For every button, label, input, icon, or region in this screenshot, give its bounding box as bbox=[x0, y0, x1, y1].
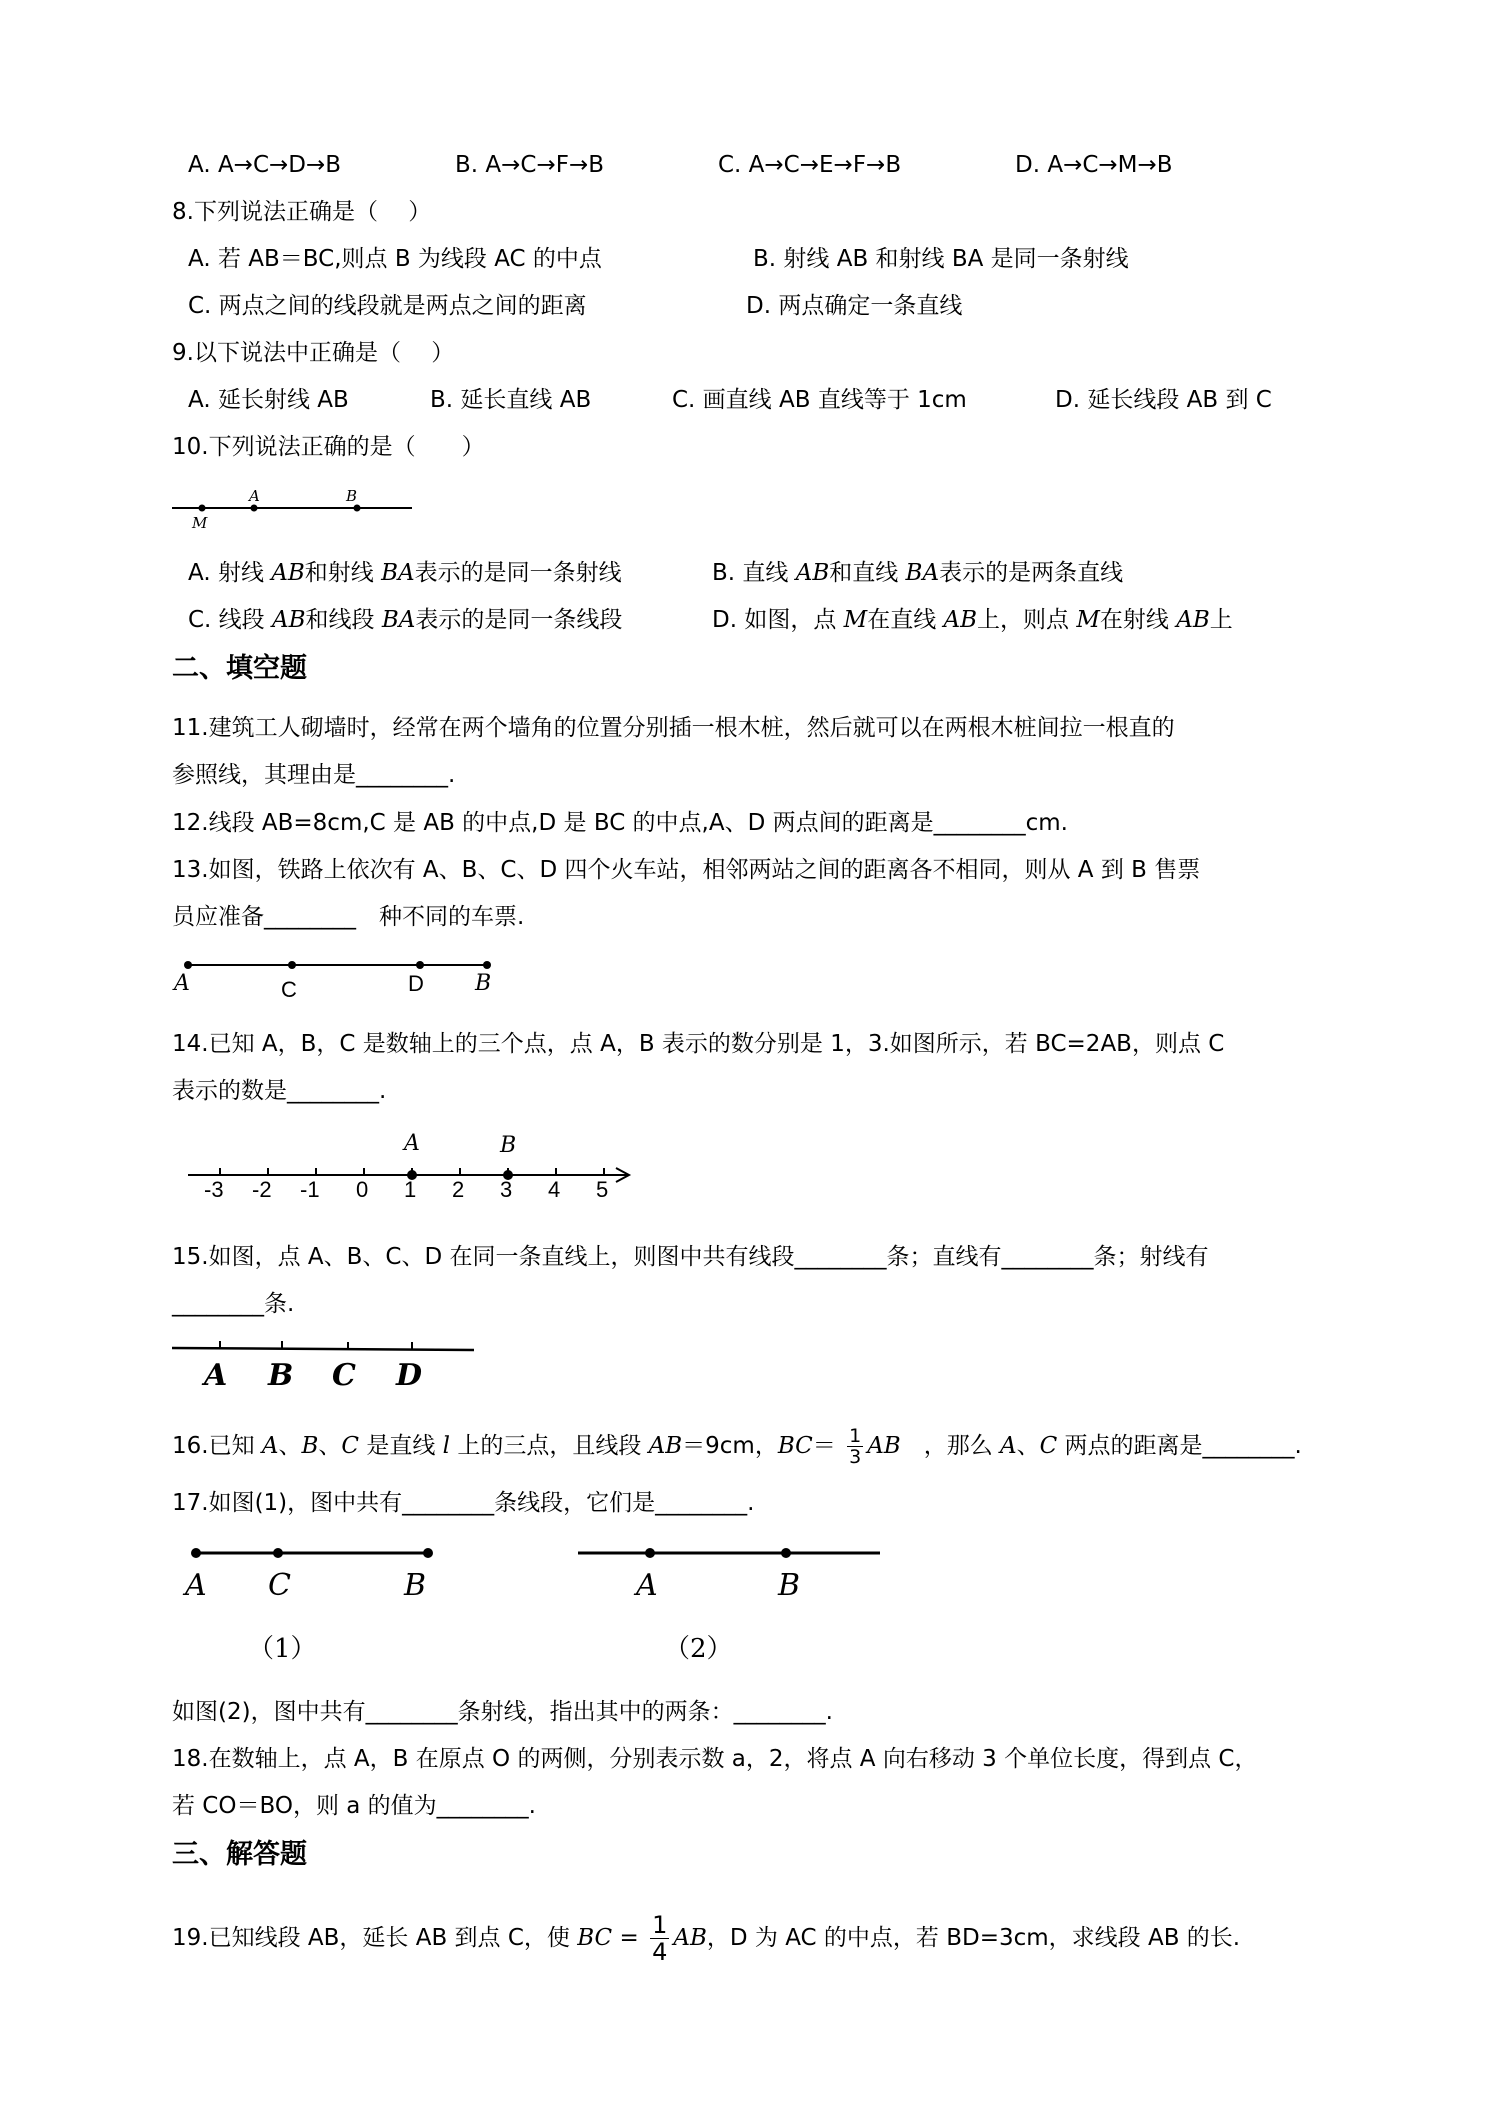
q14-tick-3: 3 bbox=[500, 1177, 513, 1202]
q17-fig1-label-b: B bbox=[404, 1568, 427, 1603]
q17-figure-1 bbox=[188, 1543, 448, 1563]
q8-stem: 8.下列说法正确是（ ） bbox=[172, 199, 432, 225]
q10-option-a: A. 射线 AB和射线 BA表示的是同一条射线 bbox=[188, 560, 622, 586]
q15-figure bbox=[172, 1338, 482, 1358]
q9-option-c: C. 画直线 AB 直线等于 1cm bbox=[672, 387, 967, 413]
q14-point-a: A bbox=[404, 1131, 420, 1156]
q7-option-d: D. A→C→M→B bbox=[1015, 152, 1173, 178]
q17-caption-2: （2） bbox=[664, 1634, 733, 1664]
q14-tick-2: 2 bbox=[452, 1177, 465, 1202]
q17-fig2-label-b: B bbox=[778, 1568, 801, 1603]
q12-text: 12.线段 AB=8cm,C 是 AB 的中点,D 是 BC 的中点,A、D 两点间的距离是________cm. bbox=[172, 810, 1068, 836]
q9-option-a: A. 延长射线 AB bbox=[188, 387, 349, 413]
q10-option-b: B. 直线 AB和直线 BA表示的是两条直线 bbox=[712, 560, 1124, 586]
q14-tick-0: 0 bbox=[356, 1177, 369, 1202]
q14-tick-4: 4 bbox=[548, 1177, 561, 1202]
q10-label-b: B bbox=[346, 487, 358, 505]
q10-label-a: A bbox=[249, 487, 260, 505]
q14-point-b: B bbox=[500, 1133, 517, 1158]
q14-line2: 表示的数是________. bbox=[172, 1078, 387, 1104]
q15-line1: 15.如图，点 A、B、C、D 在同一条直线上，则图中共有线段________条；直线有________条；射线有 bbox=[172, 1244, 1209, 1270]
q10-label-m: M bbox=[192, 514, 208, 532]
q13-line2: 员应准备________ 种不同的车票. bbox=[172, 904, 525, 930]
q14-tick-neg1: -1 bbox=[300, 1177, 320, 1202]
q18-line2: 若 CO＝BO，则 a 的值为________. bbox=[172, 1793, 536, 1819]
q15-label-b: B bbox=[268, 1358, 294, 1393]
q8-option-b: B. 射线 AB 和射线 BA 是同一条射线 bbox=[753, 246, 1129, 272]
q13-label-b: B bbox=[475, 971, 492, 996]
q17-caption-1: （1） bbox=[248, 1634, 317, 1664]
q14-tick-neg3: -3 bbox=[204, 1177, 224, 1202]
q9-option-b: B. 延长直线 AB bbox=[430, 387, 592, 413]
q10-stem: 10.下列说法正确的是（ ） bbox=[172, 434, 485, 460]
q17-line1: 17.如图(1)，图中共有________条线段，它们是________. bbox=[172, 1490, 755, 1516]
q16-text: 16.已知 A、B、C 是直线 l 上的三点，且线段 AB＝9cm，BC＝ $\frac{1}{3}$ AB ，那么 A、C 两点的距离是________. bbox=[172, 1425, 1302, 1468]
q14-tick-1: 1 bbox=[404, 1177, 417, 1202]
q15-line2: ________条. bbox=[172, 1291, 295, 1317]
q17-fig1-label-c: C bbox=[268, 1568, 291, 1603]
q16-fraction: $\frac{1}{3}$ bbox=[849, 1425, 862, 1468]
q11-line2: 参照线，其理由是________. bbox=[172, 762, 456, 788]
q15-label-c: C bbox=[332, 1358, 356, 1393]
q17-figure-2 bbox=[578, 1543, 888, 1563]
q14-line1: 14.已知 A，B，C 是数轴上的三个点，点 A，B 表示的数分别是 1，3.如图所示，若 BC=2AB，则点 C bbox=[172, 1031, 1225, 1057]
section-heading-solve: 三、解答题 bbox=[172, 1839, 307, 1870]
q10-option-c: C. 线段 AB和线段 BA表示的是同一条线段 bbox=[188, 607, 623, 633]
q13-line1: 13.如图，铁路上依次有 A、B、C、D 四个火车站，相邻两站之间的距离各不相同，则从 A 到 B 售票 bbox=[172, 857, 1201, 883]
q13-label-c: C bbox=[281, 977, 297, 1002]
q17-fig1-label-a: A bbox=[185, 1568, 207, 1603]
q17-fig2-label-a: A bbox=[636, 1568, 658, 1603]
q8-option-a: A. 若 AB＝BC,则点 B 为线段 AC 的中点 bbox=[188, 246, 602, 272]
q8-option-d: D. 两点确定一条直线 bbox=[746, 293, 963, 319]
section-heading-fill-in: 二、填空题 bbox=[172, 653, 307, 684]
q9-option-d: D. 延长线段 AB 到 C bbox=[1055, 387, 1272, 413]
q17-line2: 如图(2)，图中共有________条射线，指出其中的两条：________. bbox=[172, 1699, 833, 1725]
q15-label-a: A bbox=[204, 1358, 228, 1393]
q14-tick-neg2: -2 bbox=[252, 1177, 272, 1202]
q13-figure bbox=[180, 955, 500, 975]
q18-line1: 18.在数轴上，点 A，B 在原点 O 的两侧，分别表示数 a，2，将点 A 向右移动 3 个单位长度，得到点 C， bbox=[172, 1746, 1258, 1772]
q7-option-b: B. A→C→F→B bbox=[455, 152, 605, 178]
q9-stem: 9.以下说法中正确是（ ） bbox=[172, 340, 455, 366]
q7-option-a: A. A→C→D→B bbox=[188, 152, 342, 178]
q14-tick-5: 5 bbox=[596, 1177, 609, 1202]
q11-line1: 11.建筑工人砌墙时，经常在两个墙角的位置分别插一根木桩，然后就可以在两根木桩间拉一根直的 bbox=[172, 715, 1175, 741]
q19-text: 19.已知线段 AB，延长 AB 到点 C，使 BC = $\frac{1}{4}$ AB，D 为 AC 的中点，若 BD=3cm，求线段 AB 的长. bbox=[172, 1911, 1241, 1966]
q13-label-a: A bbox=[174, 971, 190, 996]
q7-option-c: C. A→C→E→F→B bbox=[718, 152, 902, 178]
q19-fraction: $\frac{1}{4}$ bbox=[652, 1911, 668, 1966]
q15-label-d: D bbox=[396, 1358, 423, 1393]
q10-option-d: D. 如图，点 M在直线 AB上，则点 M在射线 AB上 bbox=[712, 607, 1233, 633]
q8-option-c: C. 两点之间的线段就是两点之间的距离 bbox=[188, 293, 587, 319]
q13-label-d: D bbox=[408, 971, 424, 996]
